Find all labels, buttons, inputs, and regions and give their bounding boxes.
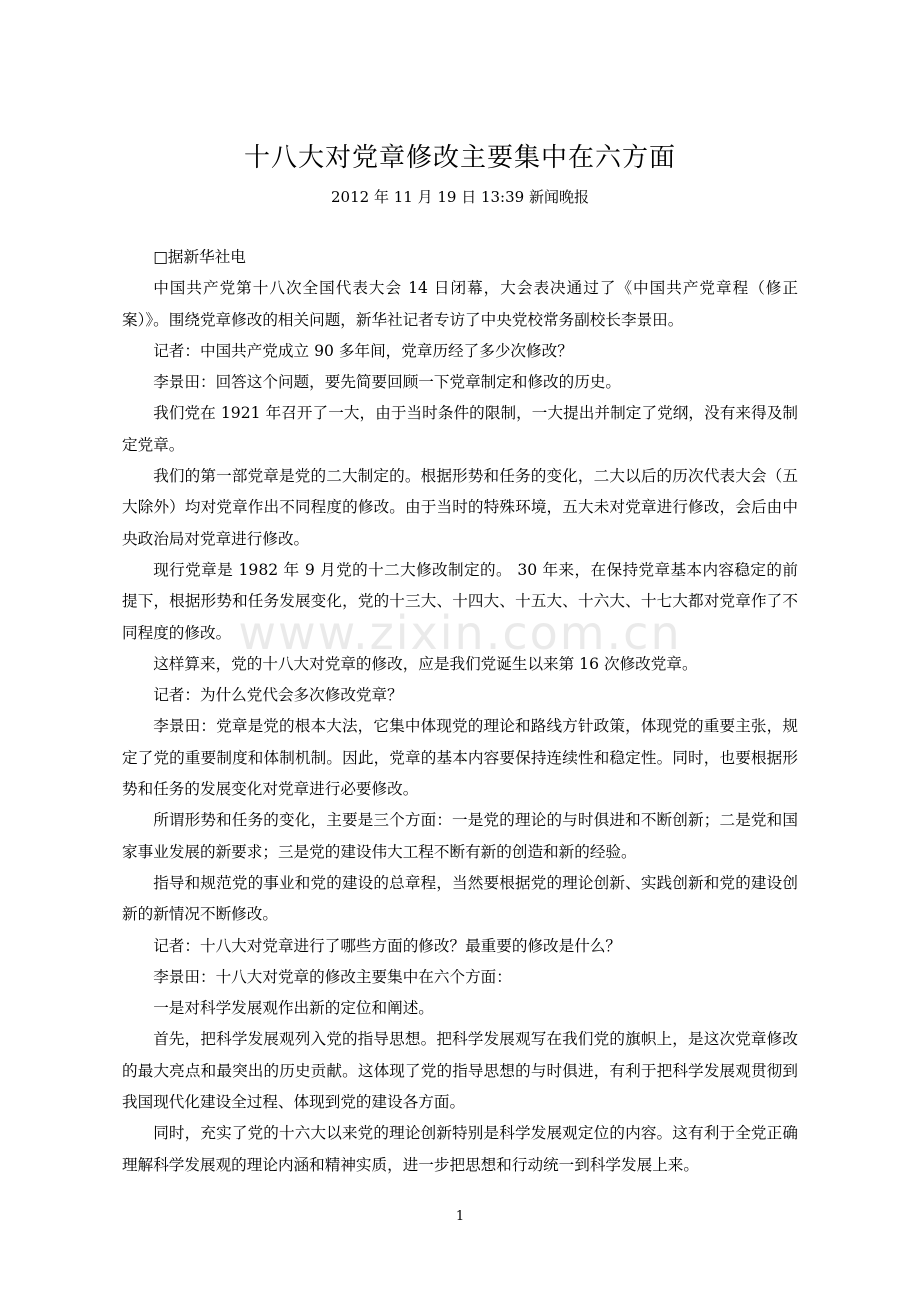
article-title: 十八大对党章修改主要集中在六方面 — [243, 143, 676, 173]
paragraph: 指导和规范党的事业和党的建设的总章程，当然要根据党的理论创新、实践创新和党的建设创新的新情况不断修改。 — [122, 873, 798, 924]
paragraph: 李景田：十八大对党章的修改主要集中在六个方面： — [153, 967, 512, 986]
page-number: 1 — [455, 1209, 465, 1224]
paragraph: 记者：为什么党代会多次修改党章？ — [153, 686, 403, 705]
paragraph: 同时，充实了党的十六大以来党的理论创新特别是科学发展观定位的内容。这有利于全党正确理解科学发展观的理论内涵和精神实质，进一步把思想和行动统一到科学发展上来。 — [122, 1124, 798, 1174]
article-meta: 2012 年 11 月 19 日 13:39 新闻晚报 — [331, 188, 589, 206]
paragraph: 我们的第一部党章是党的二大制定的。根据形势和任务的变化，二大以后的历次代表大会（五大除外）均对党章作出不同程度的修改。由于当时的特殊环境，五大未对党章进行修改，会后由中央政治局对党章进行修改。 — [122, 467, 798, 548]
paragraph: 一是对科学发展观作出新的定位和阐述。 — [153, 999, 434, 1018]
paragraph: 首先，把科学发展观列入党的指导思想。把科学发展观写在我们党的旗帜上，是这次党章修改的最大亮点和最突出的历史贡献。这体现了党的指导思想的与时俱进，有利于把科学发展观贯彻到我国现代化建设全过程、体现到党的建设各方面。 — [122, 1030, 798, 1112]
paragraph: 现行党章是 1982 年 9 月党的十二大修改制定的。 30 年来，在保持党章基本内容稳定的前提下，根据形势和任务发展变化，党的十三大、十四大、十五大、十六大、十七大都对党章作了不同程度的修改。 — [122, 560, 798, 642]
paragraph: 记者：十八大对党章进行了哪些方面的修改？最重要的修改是什么？ — [153, 936, 622, 955]
paragraph: 李景田：回答这个问题，要先简要回顾一下党章制定和修改的历史。 — [153, 373, 622, 392]
paragraph: 记者：中国共产党成立 90 多年间，党章历经了多少次修改？ — [153, 341, 573, 360]
paragraph: 李景田：党章是党的根本大法，它集中体现党的理论和路线方针政策，体现党的重要主张，规定了党的重要制度和体制机制。因此，党章的基本内容要保持连续性和稳定性。同时，也要根据形势和任务的发展变化对党章进行必要修改。 — [122, 717, 798, 799]
watermark: www.zixin.com.cn — [238, 606, 682, 660]
paragraph: 所谓形势和任务的变化，主要是三个方面：一是党的理论的与时俱进和不断创新；二是党和国家事业发展的新要求；三是党的建设伟大工程不断有新的创造和新的经验。 — [122, 811, 798, 861]
article-body — [122, 242, 798, 1181]
paragraph: 中国共产党第十八次全国代表大会 14 日闭幕，大会表决通过了《中国共产党章程（修正案）》。围绕党章修改的相关问题，新华社记者专访了中央党校常务副校长李景田。 — [122, 279, 798, 329]
paragraph: 我们党在 1921 年召开了一大，由于当时条件的限制，一大提出并制定了党纲，没有来得及制定党章。 — [122, 404, 798, 454]
paragraph: 这样算来，党的十八大对党章的修改，应是我们党诞生以来第 16 次修改党章。 — [153, 654, 698, 673]
paragraph: □据新华社电 — [153, 248, 246, 266]
